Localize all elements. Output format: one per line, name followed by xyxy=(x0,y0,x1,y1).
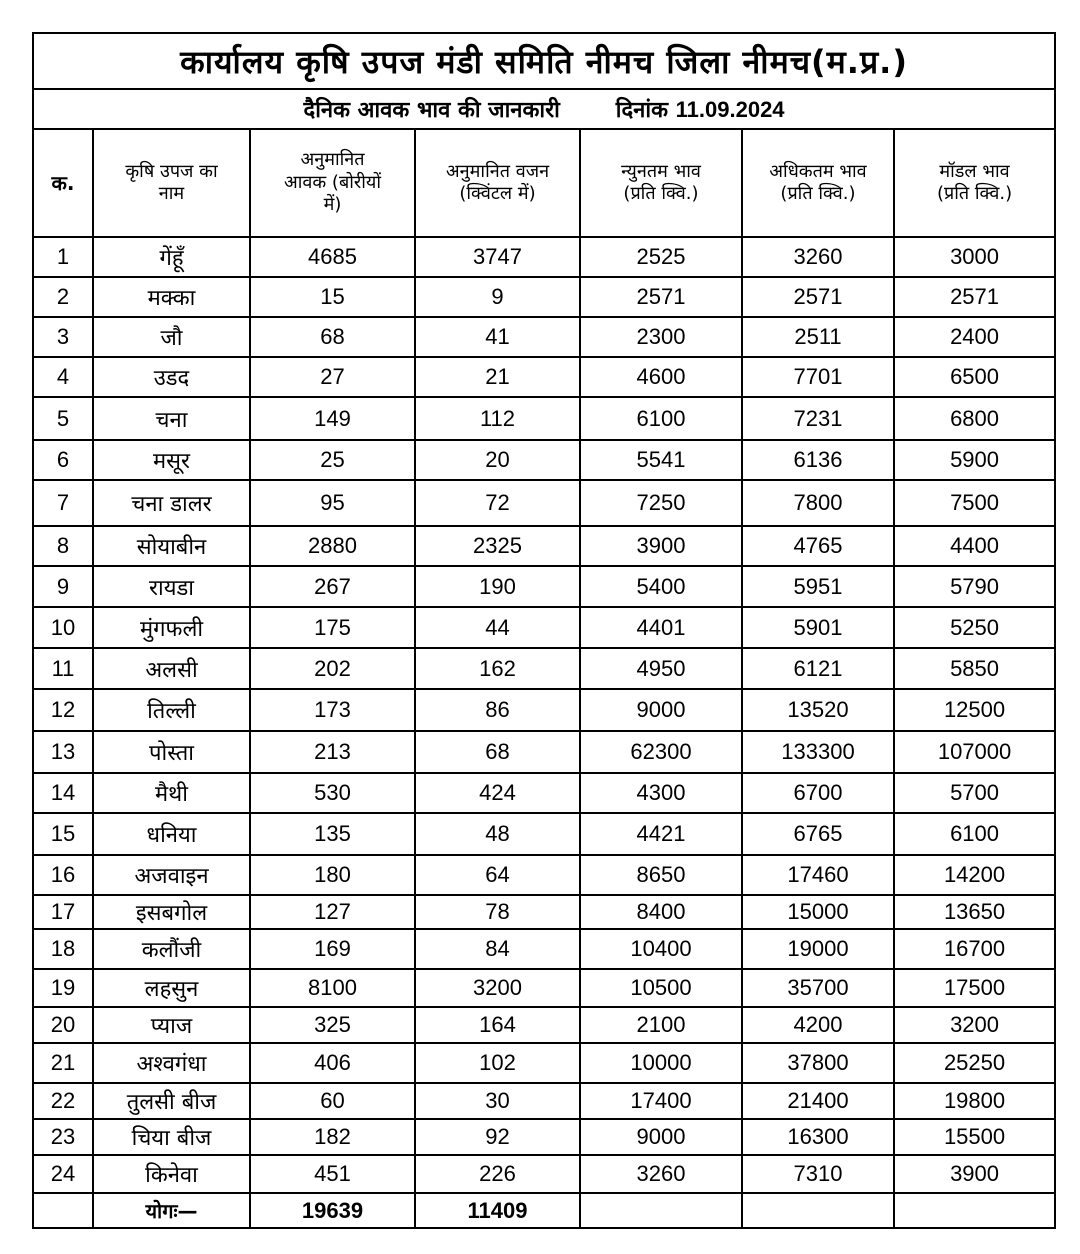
total-empty-cell xyxy=(894,1193,1055,1228)
col-header-name: कृषि उपज का नाम xyxy=(93,129,250,237)
cell-name: मसूर xyxy=(93,440,250,480)
table-row xyxy=(33,277,1055,317)
cell-weight: 48 xyxy=(415,813,580,855)
cell-weight: 112 xyxy=(415,397,580,440)
table-row xyxy=(33,969,1055,1007)
cell-modal: 4400 xyxy=(894,526,1055,566)
cell-weight: 78 xyxy=(415,895,580,929)
cell-min: 5400 xyxy=(580,566,742,607)
table-row xyxy=(33,648,1055,689)
cell-max: 21400 xyxy=(742,1083,894,1119)
cell-modal: 6500 xyxy=(894,357,1055,397)
cell-min: 9000 xyxy=(580,689,742,731)
cell-sn: 2 xyxy=(33,277,93,317)
cell-arrival: 25 xyxy=(250,440,415,480)
cell-arrival: 4685 xyxy=(250,237,415,277)
cell-sn: 14 xyxy=(33,773,93,813)
cell-name: पोस्ता xyxy=(93,731,250,773)
cell-weight: 3747 xyxy=(415,237,580,277)
cell-modal: 14200 xyxy=(894,855,1055,895)
cell-weight: 44 xyxy=(415,607,580,648)
cell-arrival: 135 xyxy=(250,813,415,855)
cell-max: 37800 xyxy=(742,1043,894,1083)
cell-modal: 3000 xyxy=(894,237,1055,277)
cell-name: प्याज xyxy=(93,1007,250,1043)
cell-weight: 30 xyxy=(415,1083,580,1119)
cell-arrival: 68 xyxy=(250,317,415,357)
cell-modal: 3200 xyxy=(894,1007,1055,1043)
cell-modal: 107000 xyxy=(894,731,1055,773)
table-row xyxy=(33,607,1055,648)
cell-name: चिया बीज xyxy=(93,1119,250,1155)
cell-sn: 9 xyxy=(33,566,93,607)
col-header-sn: क. xyxy=(33,129,93,237)
table-row xyxy=(33,566,1055,607)
cell-weight: 2325 xyxy=(415,526,580,566)
cell-sn: 12 xyxy=(33,689,93,731)
table-row xyxy=(33,929,1055,969)
cell-sn: 20 xyxy=(33,1007,93,1043)
table-row xyxy=(33,1043,1055,1083)
cell-weight: 20 xyxy=(415,440,580,480)
cell-max: 6136 xyxy=(742,440,894,480)
table-row xyxy=(33,855,1055,895)
cell-modal: 12500 xyxy=(894,689,1055,731)
cell-max: 4765 xyxy=(742,526,894,566)
cell-arrival: 267 xyxy=(250,566,415,607)
page-title: कार्यालय कृषि उपज मंडी समिति नीमच जिला नीमच(म.प्र.) xyxy=(33,33,1055,89)
cell-min: 62300 xyxy=(580,731,742,773)
cell-sn: 1 xyxy=(33,237,93,277)
total-arrival: 19639 xyxy=(250,1193,415,1228)
cell-modal: 7500 xyxy=(894,480,1055,526)
cell-name: गेंहूँ xyxy=(93,237,250,277)
cell-modal: 3900 xyxy=(894,1155,1055,1193)
cell-min: 4300 xyxy=(580,773,742,813)
cell-min: 3900 xyxy=(580,526,742,566)
cell-name: किनेवा xyxy=(93,1155,250,1193)
cell-min: 5541 xyxy=(580,440,742,480)
table-row xyxy=(33,440,1055,480)
cell-arrival: 406 xyxy=(250,1043,415,1083)
cell-name: जौ xyxy=(93,317,250,357)
cell-arrival: 213 xyxy=(250,731,415,773)
table-row xyxy=(33,1119,1055,1155)
cell-arrival: 451 xyxy=(250,1155,415,1193)
cell-max: 6700 xyxy=(742,773,894,813)
cell-arrival: 60 xyxy=(250,1083,415,1119)
cell-weight: 190 xyxy=(415,566,580,607)
total-empty-cell xyxy=(580,1193,742,1228)
mandi-report xyxy=(32,32,1054,1229)
cell-arrival: 15 xyxy=(250,277,415,317)
cell-arrival: 169 xyxy=(250,929,415,969)
cell-max: 7701 xyxy=(742,357,894,397)
cell-sn: 17 xyxy=(33,895,93,929)
cell-min: 10500 xyxy=(580,969,742,1007)
cell-min: 2571 xyxy=(580,277,742,317)
cell-modal: 17500 xyxy=(894,969,1055,1007)
cell-min: 17400 xyxy=(580,1083,742,1119)
cell-modal: 5900 xyxy=(894,440,1055,480)
cell-weight: 9 xyxy=(415,277,580,317)
cell-name: लहसुन xyxy=(93,969,250,1007)
subtitle-text: दैनिक आवक भाव की जानकारी xyxy=(303,98,560,123)
cell-name: तिल्ली xyxy=(93,689,250,731)
table-row xyxy=(33,895,1055,929)
cell-max: 19000 xyxy=(742,929,894,969)
col-header-max-price: अधिकतम भाव (प्रति क्वि.) xyxy=(742,129,894,237)
table-row xyxy=(33,1007,1055,1043)
cell-arrival: 175 xyxy=(250,607,415,648)
cell-min: 7250 xyxy=(580,480,742,526)
cell-min: 2300 xyxy=(580,317,742,357)
cell-modal: 15500 xyxy=(894,1119,1055,1155)
table-row xyxy=(33,1083,1055,1119)
cell-sn: 22 xyxy=(33,1083,93,1119)
table-row xyxy=(33,526,1055,566)
cell-name: चना डालर xyxy=(93,480,250,526)
cell-weight: 424 xyxy=(415,773,580,813)
cell-max: 2511 xyxy=(742,317,894,357)
cell-modal: 2571 xyxy=(894,277,1055,317)
table-row xyxy=(33,237,1055,277)
cell-name: अजवाइन xyxy=(93,855,250,895)
cell-max: 7310 xyxy=(742,1155,894,1193)
cell-arrival: 2880 xyxy=(250,526,415,566)
date-value: 11.09.2024 xyxy=(675,97,785,122)
cell-min: 2525 xyxy=(580,237,742,277)
cell-min: 4950 xyxy=(580,648,742,689)
total-label: योगः— xyxy=(93,1193,250,1228)
total-empty-cell xyxy=(742,1193,894,1228)
cell-name: कलौंजी xyxy=(93,929,250,969)
cell-weight: 86 xyxy=(415,689,580,731)
cell-min: 4600 xyxy=(580,357,742,397)
cell-max: 5951 xyxy=(742,566,894,607)
cell-sn: 8 xyxy=(33,526,93,566)
cell-arrival: 530 xyxy=(250,773,415,813)
cell-max: 16300 xyxy=(742,1119,894,1155)
cell-sn: 21 xyxy=(33,1043,93,1083)
cell-arrival: 325 xyxy=(250,1007,415,1043)
date-label: दिनांक xyxy=(615,98,668,123)
cell-name: धनिया xyxy=(93,813,250,855)
cell-arrival: 182 xyxy=(250,1119,415,1155)
cell-weight: 164 xyxy=(415,1007,580,1043)
table-row xyxy=(33,731,1055,773)
cell-weight: 64 xyxy=(415,855,580,895)
cell-sn: 24 xyxy=(33,1155,93,1193)
col-header-weight: अनुमानित वजन (क्विंटल में) xyxy=(415,129,580,237)
total-row xyxy=(33,1193,1055,1228)
table-row xyxy=(33,317,1055,357)
table-row xyxy=(33,813,1055,855)
cell-min: 10400 xyxy=(580,929,742,969)
cell-name: अलसी xyxy=(93,648,250,689)
cell-name: मुंगफली xyxy=(93,607,250,648)
cell-name: मक्का xyxy=(93,277,250,317)
cell-weight: 162 xyxy=(415,648,580,689)
cell-max: 6765 xyxy=(742,813,894,855)
cell-name: तुलसी बीज xyxy=(93,1083,250,1119)
cell-sn: 19 xyxy=(33,969,93,1007)
col-header-arrival: अनुमानित आवक (बोरीयों में) xyxy=(250,129,415,237)
cell-modal: 19800 xyxy=(894,1083,1055,1119)
table-row xyxy=(33,357,1055,397)
cell-name: इसबगोल xyxy=(93,895,250,929)
cell-weight: 41 xyxy=(415,317,580,357)
cell-max: 3260 xyxy=(742,237,894,277)
cell-modal: 5850 xyxy=(894,648,1055,689)
cell-name: मैथी xyxy=(93,773,250,813)
cell-min: 4421 xyxy=(580,813,742,855)
table-row xyxy=(33,689,1055,731)
cell-max: 15000 xyxy=(742,895,894,929)
cell-arrival: 95 xyxy=(250,480,415,526)
cell-max: 4200 xyxy=(742,1007,894,1043)
cell-min: 2100 xyxy=(580,1007,742,1043)
cell-max: 2571 xyxy=(742,277,894,317)
cell-max: 13520 xyxy=(742,689,894,731)
col-header-min-price: न्युनतम भाव (प्रति क्वि.) xyxy=(580,129,742,237)
table-row xyxy=(33,397,1055,440)
cell-modal: 13650 xyxy=(894,895,1055,929)
cell-weight: 3200 xyxy=(415,969,580,1007)
cell-max: 133300 xyxy=(742,731,894,773)
cell-name: उडद xyxy=(93,357,250,397)
table-row xyxy=(33,1155,1055,1193)
cell-arrival: 127 xyxy=(250,895,415,929)
cell-max: 6121 xyxy=(742,648,894,689)
cell-modal: 5700 xyxy=(894,773,1055,813)
cell-name: सोयाबीन xyxy=(93,526,250,566)
cell-sn: 23 xyxy=(33,1119,93,1155)
cell-weight: 102 xyxy=(415,1043,580,1083)
cell-modal: 6800 xyxy=(894,397,1055,440)
cell-min: 8400 xyxy=(580,895,742,929)
cell-weight: 72 xyxy=(415,480,580,526)
total-empty-cell xyxy=(33,1193,93,1228)
cell-modal: 16700 xyxy=(894,929,1055,969)
cell-weight: 92 xyxy=(415,1119,580,1155)
cell-sn: 4 xyxy=(33,357,93,397)
cell-min: 6100 xyxy=(580,397,742,440)
cell-max: 35700 xyxy=(742,969,894,1007)
price-table xyxy=(32,32,1056,1229)
cell-sn: 7 xyxy=(33,480,93,526)
cell-min: 10000 xyxy=(580,1043,742,1083)
cell-name: रायडा xyxy=(93,566,250,607)
cell-modal: 6100 xyxy=(894,813,1055,855)
cell-min: 4401 xyxy=(580,607,742,648)
cell-arrival: 27 xyxy=(250,357,415,397)
cell-weight: 226 xyxy=(415,1155,580,1193)
table-row xyxy=(33,480,1055,526)
cell-weight: 68 xyxy=(415,731,580,773)
cell-max: 17460 xyxy=(742,855,894,895)
cell-sn: 11 xyxy=(33,648,93,689)
cell-weight: 84 xyxy=(415,929,580,969)
report-subtitle xyxy=(33,89,1055,129)
cell-sn: 16 xyxy=(33,855,93,895)
cell-max: 5901 xyxy=(742,607,894,648)
cell-weight: 21 xyxy=(415,357,580,397)
cell-max: 7800 xyxy=(742,480,894,526)
cell-modal: 5790 xyxy=(894,566,1055,607)
total-weight: 11409 xyxy=(415,1193,580,1228)
cell-arrival: 149 xyxy=(250,397,415,440)
table-row xyxy=(33,773,1055,813)
cell-sn: 10 xyxy=(33,607,93,648)
cell-max: 7231 xyxy=(742,397,894,440)
cell-modal: 2400 xyxy=(894,317,1055,357)
cell-sn: 6 xyxy=(33,440,93,480)
cell-arrival: 202 xyxy=(250,648,415,689)
cell-sn: 5 xyxy=(33,397,93,440)
cell-arrival: 180 xyxy=(250,855,415,895)
cell-sn: 15 xyxy=(33,813,93,855)
cell-name: चना xyxy=(93,397,250,440)
cell-name: अश्वगंधा xyxy=(93,1043,250,1083)
cell-min: 3260 xyxy=(580,1155,742,1193)
cell-sn: 13 xyxy=(33,731,93,773)
cell-arrival: 173 xyxy=(250,689,415,731)
cell-sn: 18 xyxy=(33,929,93,969)
cell-sn: 3 xyxy=(33,317,93,357)
cell-modal: 25250 xyxy=(894,1043,1055,1083)
cell-min: 9000 xyxy=(580,1119,742,1155)
col-header-modal-price: मॉडल भाव (प्रति क्वि.) xyxy=(894,129,1055,237)
cell-arrival: 8100 xyxy=(250,969,415,1007)
cell-min: 8650 xyxy=(580,855,742,895)
cell-modal: 5250 xyxy=(894,607,1055,648)
